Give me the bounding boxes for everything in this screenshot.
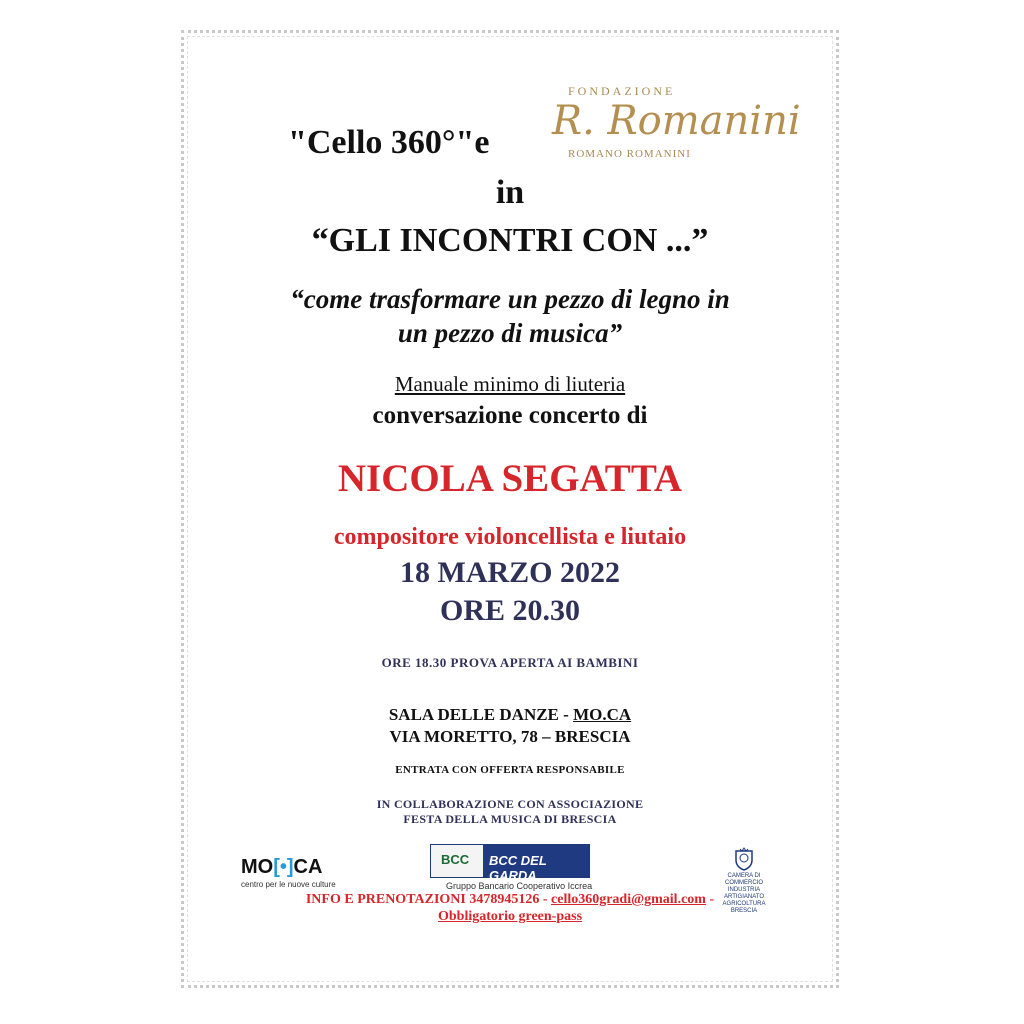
subtitle-line-2: un pezzo di musica” [397,318,623,348]
manual-heading: Manuale minimo di liuteria [394,372,626,396]
moca-logo-prefix: MO [241,856,274,878]
camera-line-2: INDUSTRIA ARTIGIANATO AGRICOLTURA [722,887,766,907]
title-line-3: “GLI INCONTRI CON ...” [311,222,709,259]
moca-logo-suffix: CA [293,856,323,878]
foundation-name: ROMANO ROMANINI [568,148,691,160]
info-suffix: - [705,892,715,907]
email-link[interactable]: cello360gradi@gmail.com [551,892,706,907]
venue-name: SALA DELLE DANZE - [388,705,574,724]
bcc-logo-left [431,845,483,877]
title-line-1: "Cello 360°"e [288,124,490,161]
foundation-signature-logo [552,98,801,144]
venue-link[interactable]: MO.CA [573,705,632,724]
info-prefix: INFO E PRENOTAZIONI 3478945126 - [305,892,552,907]
venue-address: VIA MORETTO, 78 – BRESCIA [389,727,631,746]
info-line [181,892,839,908]
camera-crest-icon [732,847,756,871]
subtitle-line-1: “come trasformare un pezzo di legno in [290,284,730,314]
entry-note: ENTRATA CON OFFERTA RESPONSABILE [395,764,625,776]
kids-session: ORE 18.30 PROVA APERTA AI BAMBINI [381,655,639,670]
bcc-tagline: Gruppo Bancario Cooperativo Iccrea [446,881,593,891]
conversation-heading: conversazione concerto di [372,402,648,429]
foundation-label: FONDAZIONE [568,84,676,98]
artist-role: compositore violoncellista e liutaio [333,524,687,550]
event-date: 18 MARZO 2022 [400,556,620,589]
camera-line-3: BRESCIA [730,908,758,914]
moca-tagline: centro per le nuove culture [241,880,336,889]
event-time: ORE 20.30 [439,594,580,627]
moca-logo [241,856,322,879]
camera-line-1: CAMERA DI COMMERCIO [725,873,763,886]
collaboration-line-1: IN COLLABORAZIONE CON ASSOCIAZIONE [376,797,644,811]
bcc-logo-right [483,845,589,883]
venue-line-1 [181,705,839,725]
collaboration-line-2: FESTA DELLA MUSICA DI BRESCIA [403,812,617,826]
bcc-logo [430,844,590,883]
bcc-logo-right-text: BCC DEL GARDA [489,853,547,883]
moca-logo-bracket: [•] [273,856,294,878]
title-line-2: in [495,174,525,211]
foundation-signature: R. Romanini [552,98,801,144]
artist-name: NICOLA SEGATTA [337,457,683,500]
greenpass-note: Obbligatorio green-pass [437,909,583,924]
bcc-logo-left-text: BCC [441,852,470,867]
